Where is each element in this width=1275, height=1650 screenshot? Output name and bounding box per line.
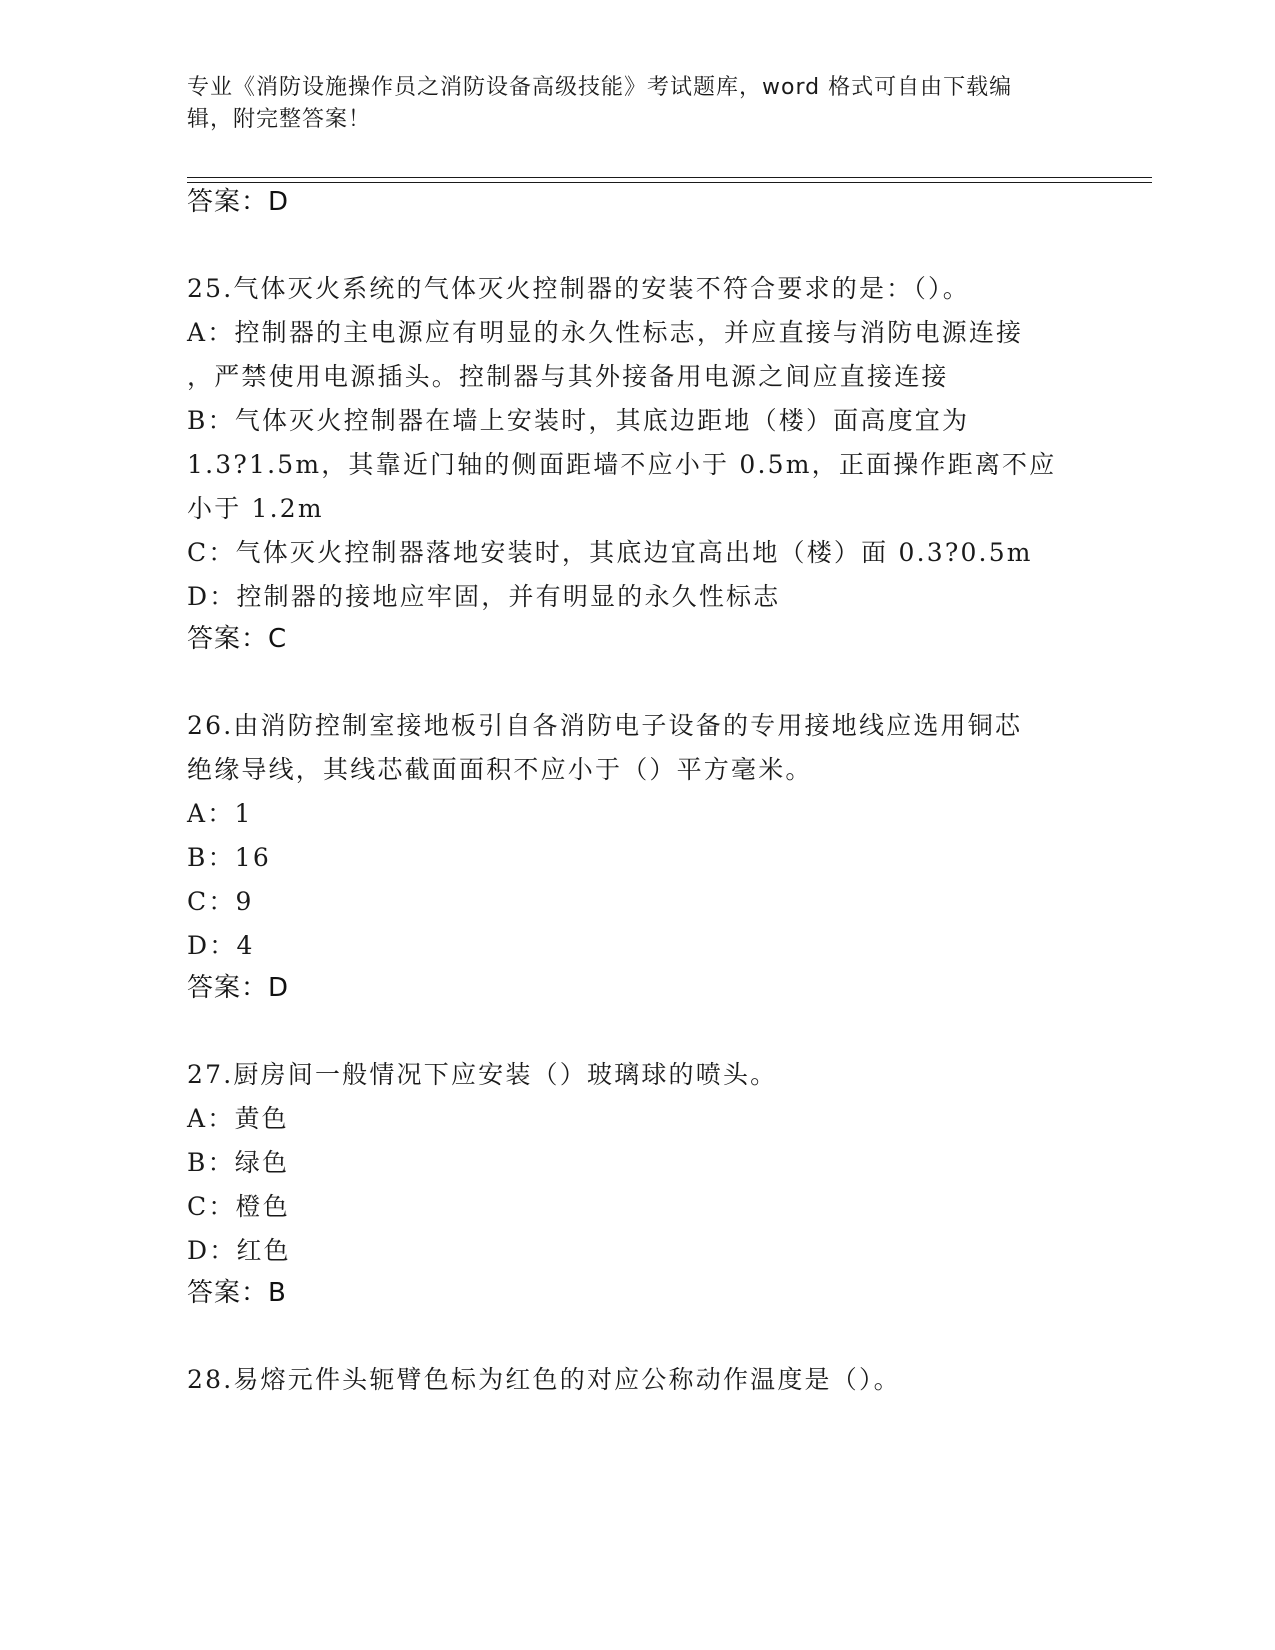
header-line-1: 专业《消防设施操作员之消防设备高级技能》考试题库，word 格式可自由下载编 bbox=[187, 75, 1013, 100]
question-27-option-a: A：黄色 bbox=[187, 1104, 289, 1133]
question-25-option-b-cont: 1.3?1.5m，其靠近门轴的侧面距墙不应小于 0.5m，正面操作距离不应 bbox=[187, 450, 1057, 479]
question-28-stem: 28.易熔元件头轭臂色标为红色的对应公称动作温度是（）。 bbox=[187, 1365, 901, 1394]
question-25-stem: 25.气体灭火系统的气体灭火控制器的安装不符合要求的是：（）。 bbox=[187, 274, 970, 303]
question-26-stem: 26.由消防控制室接地板引自各消防电子设备的专用接地线应选用铜芯 bbox=[187, 711, 1023, 740]
question-25-option-b-cont2: 小于 1.2m bbox=[187, 494, 324, 523]
document-header bbox=[187, 72, 1067, 136]
answer-previous: 答案：D bbox=[187, 187, 290, 217]
question-25-option-d: D：控制器的接地应牢固，并有明显的永久性标志 bbox=[187, 582, 781, 611]
question-25-answer: 答案：C bbox=[187, 624, 288, 654]
header-line-2: 辑，附完整答案！ bbox=[187, 107, 372, 132]
question-27-option-d: D：红色 bbox=[187, 1236, 291, 1265]
question-26-option-c: C：9 bbox=[187, 887, 254, 916]
question-25-option-b: B：气体灭火控制器在墙上安装时，其底边距地（楼）面高度宜为 bbox=[187, 406, 970, 435]
question-27-answer: 答案：B bbox=[187, 1278, 287, 1308]
question-26-option-a: A：1 bbox=[187, 799, 253, 828]
question-25-option-c: C：气体灭火控制器落地安装时，其底边宜高出地（楼）面 0.3?0.5m bbox=[187, 538, 1033, 567]
question-26-answer: 答案：D bbox=[187, 973, 290, 1003]
question-26-stem-cont: 绝缘导线，其线芯截面面积不应小于（）平方毫米。 bbox=[187, 755, 813, 784]
header-divider-top bbox=[187, 177, 1152, 178]
question-27-option-c: C：橙色 bbox=[187, 1192, 290, 1221]
question-27-stem: 27.厨房间一般情况下应安装（）玻璃球的喷头。 bbox=[187, 1060, 778, 1089]
header-divider-bottom bbox=[187, 182, 1152, 183]
question-26-option-d: D：4 bbox=[187, 931, 255, 960]
question-25-option-a-cont: ，严禁使用电源插头。控制器与其外接备用电源之间应直接连接 bbox=[187, 362, 949, 391]
question-25-option-a: A：控制器的主电源应有明显的永久性标志，并应直接与消防电源连接 bbox=[187, 318, 1024, 347]
question-27-option-b: B：绿色 bbox=[187, 1148, 290, 1177]
question-26-option-b: B：16 bbox=[187, 843, 271, 872]
